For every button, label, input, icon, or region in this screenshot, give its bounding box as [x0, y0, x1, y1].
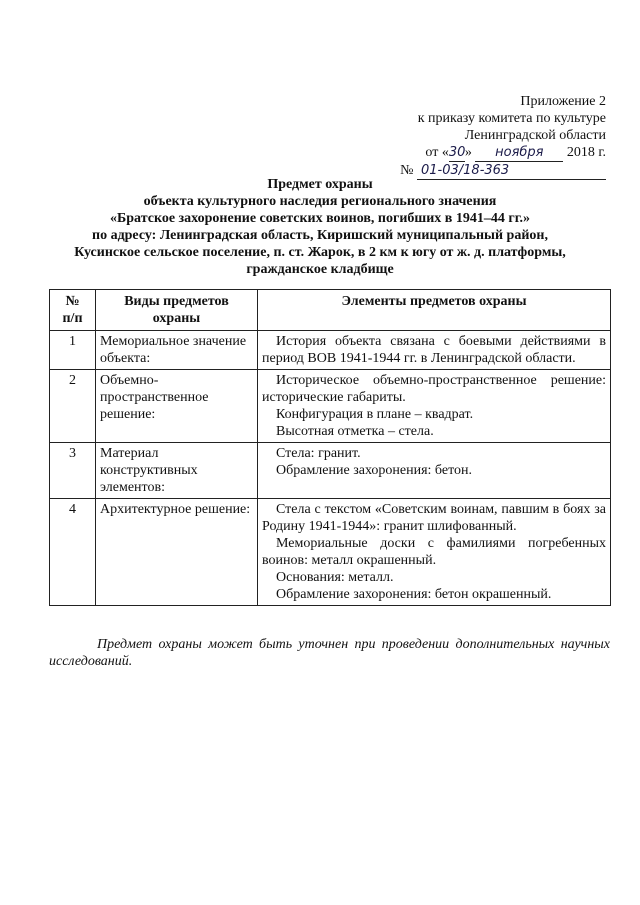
note-text: Предмет охраны может быть уточнен при проведении дополнительных научных исследований. [49, 637, 610, 669]
element-paragraph: Высотная отметка – стела. [276, 424, 434, 439]
element-paragraph: Основания: металл. [276, 570, 394, 585]
order-reference: к приказу комитета по культуре [417, 111, 606, 126]
date-day-handwritten: 30 [448, 145, 466, 160]
element-paragraph: Стела с текстом «Советским воинам, павшим в боях за Родину 1941-1944»: гранит шлифованный. [262, 502, 606, 534]
title-line: объекта культурного наследия регионального значения [143, 194, 497, 209]
title-line: гражданское кладбище [246, 262, 394, 277]
element-paragraph: Конфигурация в плане – квадрат. [276, 407, 474, 422]
header-items: Элементы предметов охраны [258, 290, 611, 331]
table-body [50, 331, 611, 606]
element-paragraph: Обрамление захоронения: бетон окрашенный. [276, 587, 552, 602]
row-kind: Объемно-пространственное решение: [96, 370, 258, 443]
row-number: 2 [50, 370, 96, 443]
header-num-label: № п/п [62, 294, 83, 326]
row-kind: Материал конструктивных элементов: [96, 443, 258, 499]
row-number: 1 [50, 331, 96, 370]
header-kind-label: Виды предметов охраны [124, 294, 229, 326]
protection-elements-table [49, 289, 611, 606]
row-kind: Мемориальное значение объекта: [96, 331, 258, 370]
region-line: Ленинградской области [464, 128, 606, 143]
number-prefix: № [400, 163, 414, 178]
row-elements [258, 443, 611, 499]
row-elements [258, 499, 611, 606]
row-kind: Архитектурное решение: [96, 499, 258, 606]
order-number-handwritten: 01-03/18-363 [417, 162, 606, 180]
table-row [50, 499, 611, 606]
table-row [50, 331, 611, 370]
date-prefix: от « [425, 145, 449, 160]
table-header-row [50, 290, 611, 331]
table-row [50, 370, 611, 443]
element-paragraph: Историческое объемно-пространственное решение: исторические габариты. [262, 373, 606, 405]
row-number: 3 [50, 443, 96, 499]
title-line: по адресу: Ленинградская область, Киришский муниципальный район, [92, 228, 548, 243]
document-title [40, 176, 600, 278]
row-elements [258, 331, 611, 370]
row-number: 4 [50, 499, 96, 606]
appendix-title: Приложение 2 [520, 94, 606, 109]
appendix-header [330, 93, 606, 180]
title-line: Кусинское сельское поселение, п. ст. Жарок, в 2 км к югу от ж. д. платформы, [74, 245, 566, 260]
date-mid: » [464, 145, 472, 160]
order-date [330, 144, 606, 162]
title-line: Предмет охраны [267, 177, 373, 192]
header-num [50, 290, 96, 331]
header-kind [96, 290, 258, 331]
table-row [50, 443, 611, 499]
element-paragraph: Мемориальные доски с фамилиями погребенных воинов: металл окрашенный. [262, 536, 606, 568]
date-month-handwritten: ноября [475, 144, 563, 162]
element-paragraph: История объекта связана с боевыми действиями в период ВОВ 1941-1944 гг. в Ленинградской области. [262, 334, 606, 366]
date-year: 2018 г. [566, 145, 606, 160]
element-paragraph: Стела: гранит. [276, 446, 361, 461]
element-paragraph: Обрамление захоронения: бетон. [276, 463, 473, 478]
title-line: «Братское захоронение советских воинов, погибших в 1941–44 гг.» [110, 211, 530, 226]
row-elements [258, 370, 611, 443]
